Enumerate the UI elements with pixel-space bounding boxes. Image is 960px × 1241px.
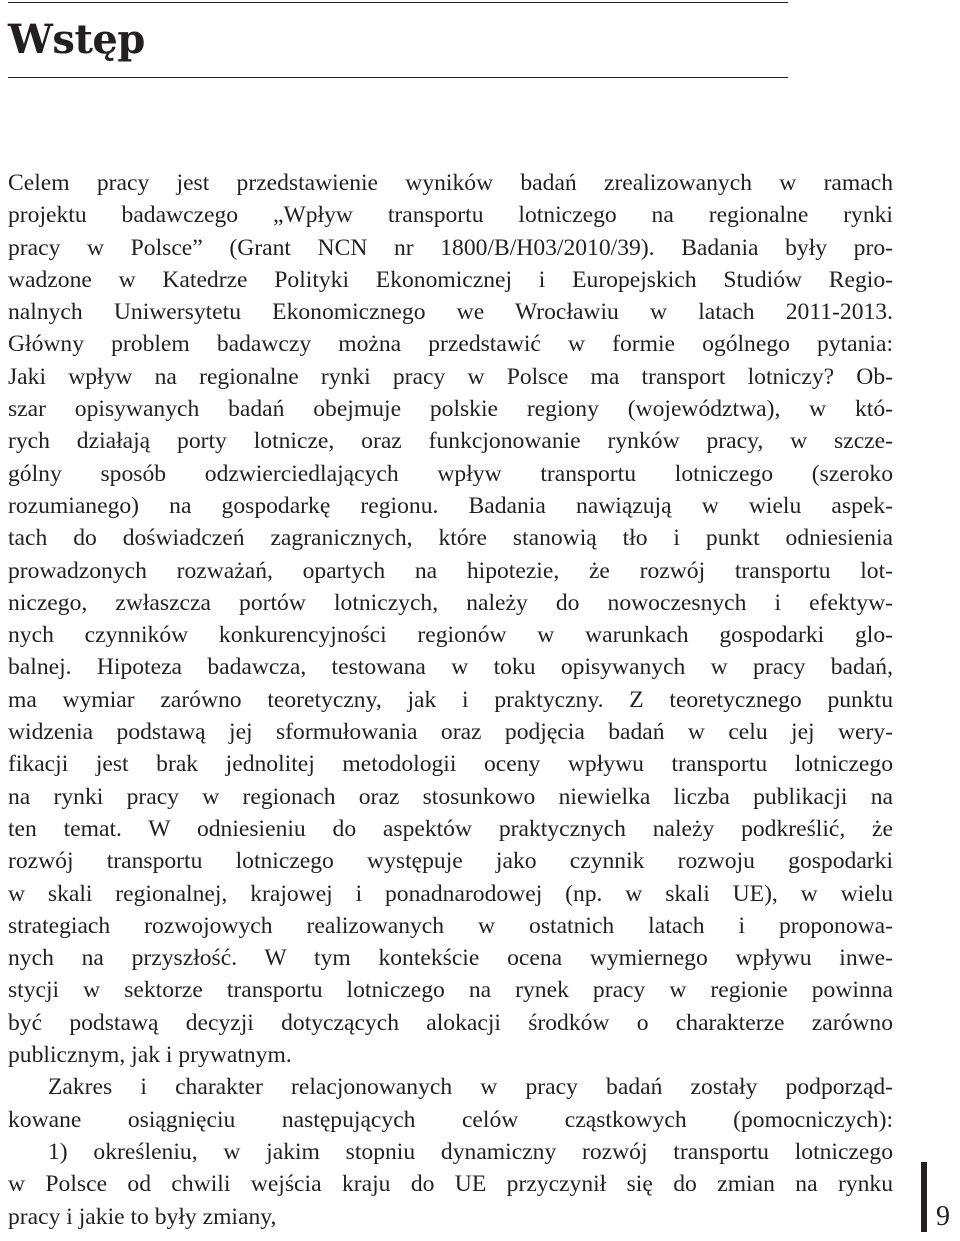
text-line: balnej. Hipoteza badawcza, testowana w toku opisywanych w pracy badań,	[8, 654, 893, 681]
text-line: prowadzonych rozważań, opartych na hipotezie, że rozwój transportu lot-	[8, 557, 893, 584]
text-line-indented: 1) określeniu, w jakim stopniu dynamiczny rozwój transportu lotniczego	[48, 1138, 893, 1165]
text-line: na rynki pracy w regionach oraz stosunkowo niewielka liczba publikacji na	[8, 783, 893, 810]
text-line: tach do doświadczeń zagranicznych, które stanowią tło i punkt odniesienia	[8, 525, 893, 552]
text-line: Główny problem badawczy można przedstawić w formie ogólnego pytania:	[8, 331, 893, 358]
top-rule	[8, 2, 788, 3]
text-line: niczego, zwłaszcza portów lotniczych, należy do nowoczesnych i efektyw-	[8, 589, 893, 616]
text-line: nalnych Uniwersytetu Ekonomicznego we Wrocławiu w latach 2011-2013.	[8, 299, 893, 326]
text-line: szar opisywanych badań obejmuje polskie regiony (województwa), w któ-	[8, 396, 893, 423]
text-line-paragraph-end: pracy i jakie to były zmiany,	[8, 1203, 277, 1230]
chapter-title: Wstęp	[8, 16, 145, 63]
text-line: ten temat. W odniesieniu do aspektów praktycznych należy podkreślić, że	[8, 815, 893, 842]
title-underline	[8, 77, 788, 78]
text-line: rozumianego) na gospodarkę regionu. Badania nawiązują w wielu aspek-	[8, 492, 893, 519]
text-line: kowane osiągnięciu następujących celów cząstkowych (pomocniczych):	[8, 1106, 893, 1133]
body-text	[8, 167, 893, 1233]
text-line: wadzone w Katedrze Polityki Ekonomicznej i Europejskich Studiów Regio-	[8, 266, 893, 293]
text-line: gólny sposób odzwierciedlających wpływ transportu lotniczego (szeroko	[8, 460, 893, 487]
text-line: rych działają porty lotnicze, oraz funkcjonowanie rynków pracy, w szcze-	[8, 428, 893, 455]
text-line: ma wymiar zarówno teoretyczny, jak i praktyczny. Z teoretycznego punktu	[8, 686, 893, 713]
text-line: fikacji jest brak jednolitej metodologii oceny wpływu transportu lotniczego	[8, 751, 893, 778]
text-line: strategiach rozwojowych realizowanych w ostatnich latach i proponowa-	[8, 912, 893, 939]
page-number: 9	[936, 1201, 950, 1232]
text-line: Jaki wpływ na regionalne rynki pracy w Polsce ma transport lotniczy? Ob-	[8, 363, 893, 390]
text-line: nych na przyszłość. W tym kontekście ocena wymiernego wpływu inwe-	[8, 945, 893, 972]
text-line-paragraph-end: publicznym, jak i prywatnym.	[8, 1042, 292, 1069]
text-line: być podstawą decyzji dotyczących alokacji środków o charakterze zarówno	[8, 1009, 893, 1036]
text-line: widzenia podstawą jej sformułowania oraz podjęcia badań w celu jej wery-	[8, 719, 893, 746]
text-line: pracy w Polsce” (Grant NCN nr 1800/B/H03/2010/39). Badania były pro-	[8, 234, 893, 261]
text-line: Celem pracy jest przedstawienie wyników badań zrealizowanych w ramach	[8, 170, 893, 196]
text-line-indented: Zakres i charakter relacjonowanych w pracy badań zostały podporząd-	[48, 1074, 893, 1101]
text-line: rozwój transportu lotniczego występuje jako czynnik rozwoju gospodarki	[8, 848, 893, 875]
text-line: w Polsce od chwili wejścia kraju do UE przyczynił się do zmian na rynku	[8, 1171, 893, 1198]
text-line: w skali regionalnej, krajowej i ponadnarodowej (np. w skali UE), w wielu	[8, 880, 893, 907]
text-line: stycji w sektorze transportu lotniczego na rynek pracy w regionie powinna	[8, 977, 893, 1004]
page-edge-marker	[921, 1162, 927, 1232]
text-line: nych czynników konkurencyjności regionów w warunkach gospodarki glo-	[8, 622, 893, 649]
text-line: projektu badawczego „Wpływ transportu lotniczego na regionalne rynki	[8, 202, 893, 229]
